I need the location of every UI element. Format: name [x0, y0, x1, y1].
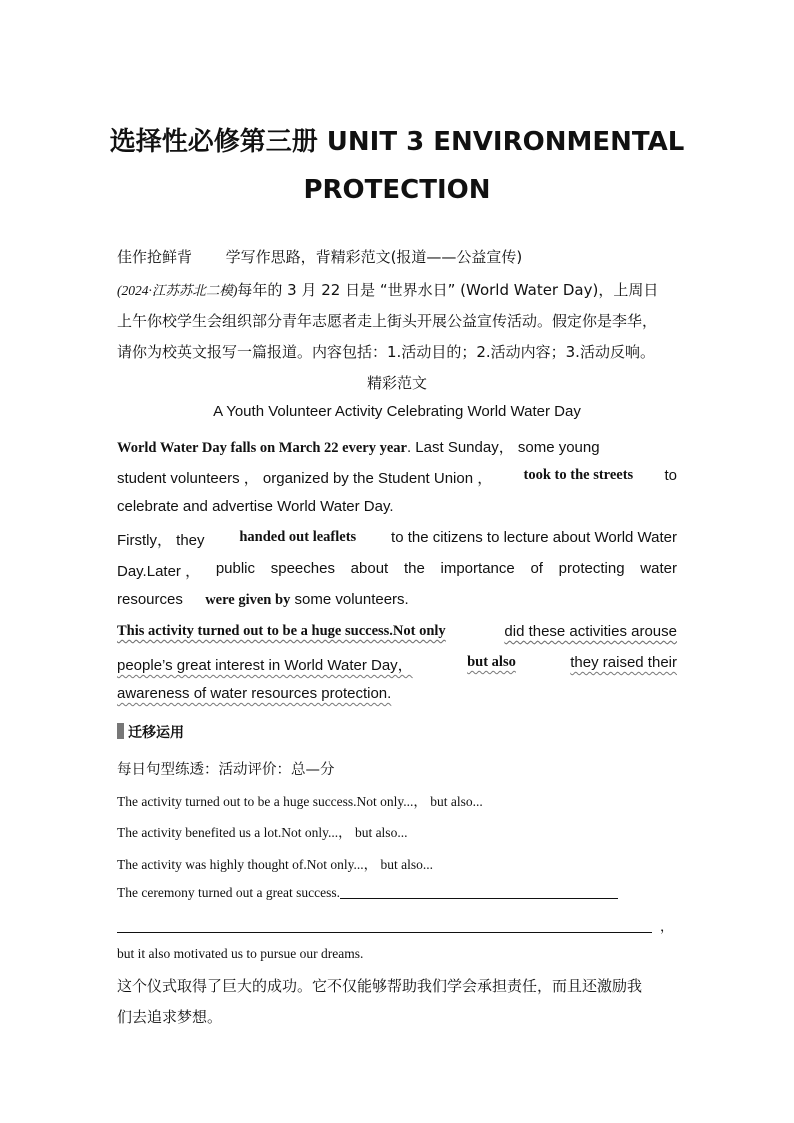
- prompt-source: (2024·江苏苏北二模): [117, 283, 238, 298]
- exercise-comma: ，: [660, 919, 674, 934]
- practice-exercise-line-2: [117, 915, 677, 935]
- essay-p2-word: of: [530, 560, 543, 577]
- essay-p1-line-3: celebrate and advertise World Water Day.: [117, 498, 394, 515]
- essay-p3-line-1: [117, 623, 677, 640]
- essay-p1-text-3: to: [664, 467, 677, 484]
- practice-example: The activity benefited us a lot.Not only...， but also...: [117, 825, 408, 840]
- essay-p3-line-2: [117, 654, 677, 675]
- essay-p1-phrase-1: World Water Day falls on March 22 every year: [117, 440, 407, 456]
- intro-desc: 学写作思路，背精彩范文(报道——公益宣传): [225, 248, 523, 266]
- exercise-end-text: but it also motivated us to pursue our dreams.: [117, 946, 364, 961]
- essay-p2-line-3: [117, 591, 677, 609]
- essay-p3-text-4: awareness of water resources protection.: [117, 685, 392, 702]
- answer-blank-2[interactable]: [117, 918, 652, 933]
- essay-p1-text-2: student volunteers ， organized by the Student Union ，: [117, 470, 493, 487]
- essay-p3-text-3: they raised their: [570, 654, 677, 671]
- essay-p2-word: importance: [440, 560, 515, 577]
- exercise-start-text: The ceremony turned out a great success.: [117, 885, 341, 900]
- essay-p3-text-1: did these activities arouse: [504, 623, 677, 640]
- essay-p3-phrase-2: but also: [467, 654, 516, 670]
- essay-p3-text-2: people’s great interest in World Water Day，: [117, 657, 413, 674]
- essay-p2-word: the: [403, 560, 425, 577]
- essay-p3-phrase-1: This activity turned out to be a huge success.Not only: [117, 623, 446, 639]
- essay-p2-word: about: [350, 560, 389, 577]
- essay-p2-word: public: [215, 560, 256, 577]
- practice-example: The activity turned out to be a huge success.Not only...， but also...: [117, 794, 483, 809]
- essay-heading: 精彩范文: [366, 374, 427, 392]
- essay-p2-text-3: resources: [117, 591, 183, 608]
- practice-section-label: 迁移运用: [128, 725, 184, 741]
- prompt-line-1-text: 每年的 3 月 22 日是 “世界水日” (World Water Day)，上周日: [237, 281, 659, 299]
- essay-p2-word: water: [640, 560, 677, 577]
- essay-p2-word: speeches: [270, 560, 335, 577]
- prompt-line-3: 请你为校英文报写一篇报道。内容包括：1.活动目的；2.活动内容；3.活动反响。: [117, 343, 655, 361]
- answer-blank-1[interactable]: [340, 884, 618, 899]
- practice-subtitle: 每日句型练透：活动评价：总—分: [117, 762, 335, 778]
- essay-p2-word: Day.Later ，: [117, 563, 201, 580]
- essay-p3-line-3: [117, 685, 677, 702]
- essay-title: A Youth Volunteer Activity Celebrating World Water Day: [213, 403, 581, 420]
- essay-p2-text-2: to the citizens to lecture about World Water: [391, 529, 677, 546]
- essay-p2-phrase-1: handed out leaflets: [239, 529, 357, 545]
- essay-p2-phrase-2: were given by: [205, 592, 291, 608]
- practice-example: The activity was highly thought of.Not only...， but also...: [117, 857, 433, 872]
- practice-exercise-line-1: [117, 884, 677, 901]
- essay-p1-line-2: [117, 467, 677, 488]
- essay-p2-text-1: Firstly， they: [117, 532, 205, 549]
- essay-p1-phrase-2: took to the streets: [523, 467, 634, 483]
- practice-section-heading: [117, 722, 677, 742]
- prompt-line-1: [117, 279, 677, 300]
- essay-p1-line-1: [117, 436, 677, 457]
- essay-p1-text-1: . Last Sunday， some young: [406, 439, 600, 456]
- essay-p2-word: protecting: [558, 560, 625, 577]
- translation-line-1: 这个仪式取得了巨大的成功。它不仅能够帮助我们学会承担责任，而且还激励我: [117, 977, 643, 995]
- essay-p2-line-2: [117, 560, 677, 581]
- title-line-2: PROTECTION: [303, 175, 491, 205]
- intro-label: 佳作抢鲜背: [117, 248, 193, 266]
- intro-line: [117, 246, 677, 267]
- essay-p2-text-4: some volunteers.: [294, 591, 409, 608]
- translation-line-2: 们去追求梦想。: [117, 1008, 223, 1026]
- section-marker-icon: [117, 723, 124, 739]
- page-title: [80, 118, 714, 214]
- title-line-1: 选择性必修第三册 UNIT 3 ENVIRONMENTAL: [109, 127, 685, 157]
- prompt-line-2: 上午你校学生会组织部分青年志愿者走上街头开展公益宣传活动。假定你是李华，: [117, 312, 658, 330]
- essay-p2-line-1: [117, 529, 677, 550]
